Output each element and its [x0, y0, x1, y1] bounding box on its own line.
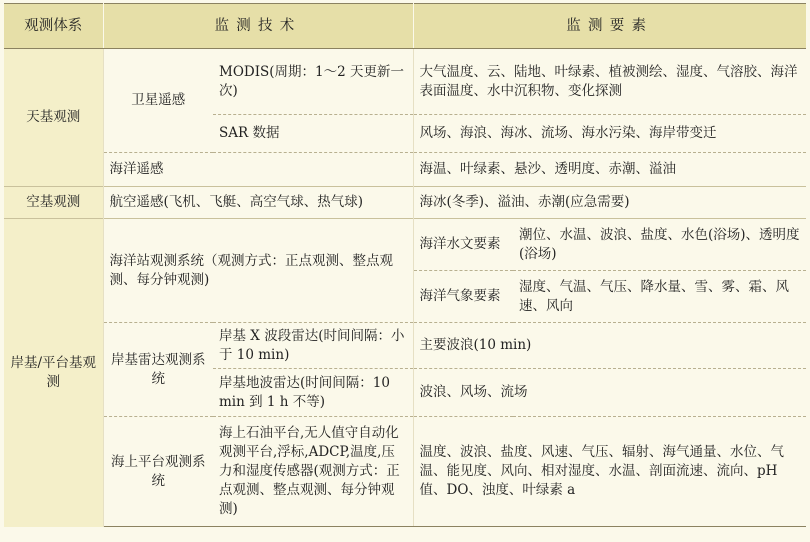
hydro-label: 海洋水文要素 — [413, 219, 513, 271]
table-row — [4, 49, 806, 115]
modis-elements: 大气温度、云、陆地、叶绿素、植被测绘、湿度、气溶胶、海洋表面温度、水中沉积物、变化探测 — [419, 63, 798, 99]
xband-elements: 主要波浪(10 min) — [413, 323, 806, 369]
station-tech: 海洋站观测系统（观测方式：正点观测、整点观测、每分钟观测) — [103, 219, 413, 323]
aerial-elements: 海冰(冬季)、溢油、赤潮(应急需要) — [413, 187, 806, 219]
system-shore: 岸基/平台基观测 — [4, 219, 103, 527]
observation-table — [4, 3, 806, 527]
table-row — [4, 219, 806, 271]
table-row — [4, 323, 806, 369]
sar-elements: 风场、海浪、海冰、流场、海水污染、海岸带变迁 — [413, 115, 806, 153]
system-space: 天基观测 — [4, 49, 103, 187]
hydro-elements: 潮位、水温、波浪、盐度、水色(浴场)、透明度(浴场) — [513, 219, 806, 271]
meteo-elements: 湿度、气温、气压、降水量、雪、雾、霜、风速、风向 — [513, 271, 806, 323]
table-row — [4, 187, 806, 219]
platform-label: 海上平台观测系统 — [103, 417, 213, 527]
ocean-remote-tech: 海洋遥感 — [103, 153, 413, 187]
ocean-remote-elements: 海温、叶绿素、悬沙、透明度、赤潮、溢油 — [413, 153, 806, 187]
platform-elements: 温度、波浪、盐度、风速、气压、辐射、海气通量、水位、气温、能见度、风向、相对湿度、水温、剖面流速、流向、pH 值、DO、浊度、叶绿素 a — [413, 417, 806, 527]
xband-tech: 岸基 X 波段雷达(时间间隔：小于 10 min) — [213, 323, 413, 369]
header-row — [4, 4, 806, 49]
system-air: 空基观测 — [4, 187, 103, 219]
header-elements: 监测要素 — [413, 4, 806, 49]
table-row — [4, 153, 806, 187]
platform-tech: 海上石油平台,无人值守自动化观测平台,浮标,ADCP,温度,压力和湿度传感器(观测方式：正点观测、整点观测、每分钟观测) — [213, 417, 413, 527]
aerial-tech: 航空遥感(飞机、飞艇、高空气球、热气球) — [103, 187, 413, 219]
ground-radar-tech: 岸基地波雷达(时间间隔：10 min 到 1 h 不等) — [213, 369, 413, 417]
table-row — [4, 417, 806, 527]
satellite-label: 卫星遥感 — [131, 92, 186, 108]
radar-label: 岸基雷达观测系统 — [103, 323, 213, 417]
sar-tech: SAR 数据 — [213, 115, 413, 153]
modis-tech: MODIS(周期：1～2 天更新一次) — [213, 49, 413, 115]
header-technology: 监测技术 — [103, 4, 413, 49]
meteo-label: 海洋气象要素 — [413, 271, 513, 323]
ground-radar-elements: 波浪、风场、流场 — [413, 369, 806, 417]
header-system: 观测体系 — [4, 4, 103, 49]
